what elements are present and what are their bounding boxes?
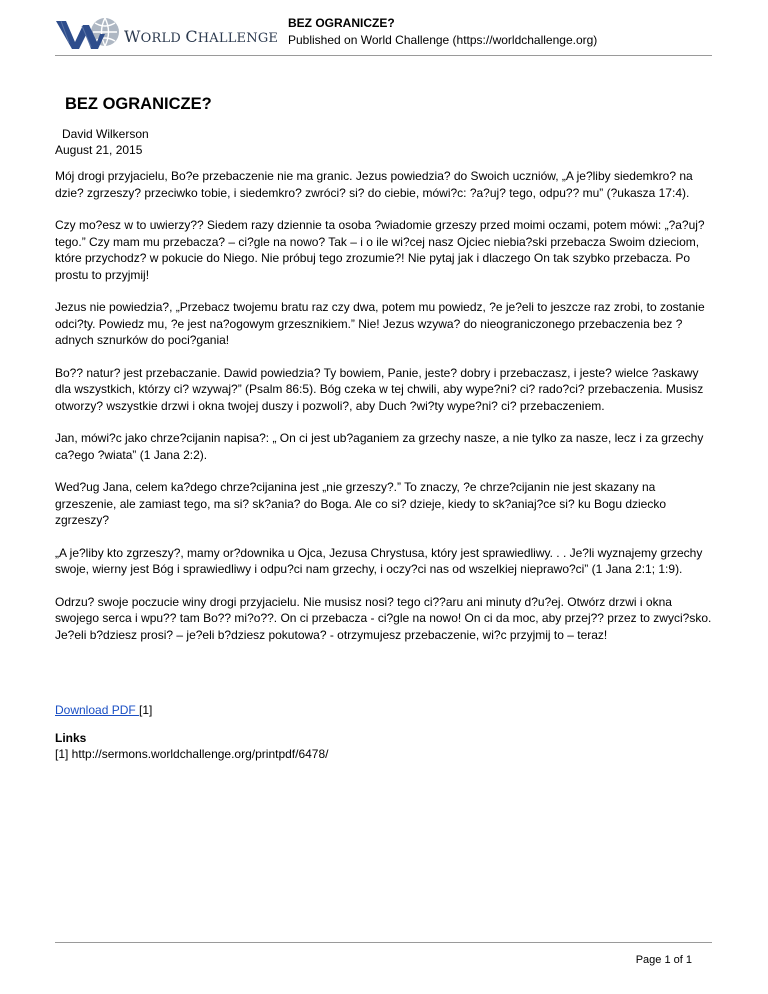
article-title: BEZ OGRANICZE? bbox=[65, 95, 212, 113]
world-challenge-globe-icon bbox=[55, 17, 121, 51]
header-published-line: Published on World Challenge (https://worldchallenge.org) bbox=[288, 33, 598, 47]
paragraph: Wed?ug Jana, celem ka?dego chrze?cijanina jest „nie grzeszy?.” To znaczy, ?e chrze?cijanin nie jest skazany na grzeszenie, ale zamiast tego, ma si? sk?ania? do Boga. Ale co si? dzieje, kiedy to sk?aniaj?ce si? ku Bogu dziecko zgrzeszy? bbox=[55, 480, 667, 527]
download-ref: [1] bbox=[139, 703, 153, 717]
links-heading: Links bbox=[55, 731, 87, 745]
paragraph: Jezus nie powiedzia?, „Przebacz twojemu bratu raz czy dwa, potem mu powiedz, ?e je?eli to jeszcze raz zrobi, to zostanie odci?ty. Powiedz mu, ?e jest na?ogowym grzesznikiem.” Nie! Jezus wzywa? do nieograniczonego przebaczenia bez ?adnych sznurków do poci?gania! bbox=[55, 300, 705, 347]
paragraph: Mój drogi przyjacielu, Bo?e przebaczenie nie ma granic. Jezus powiedzia? do Swoich uczniów, „A je?liby siedemkro? na dzie? zgrzeszy? przeciwko tobie, i siedemkro? zwróci? si? do ciebie, mówi?c: ?a?uj? tego, odpu?? mu” (?ukasza 17:4). bbox=[55, 169, 693, 200]
page-header bbox=[55, 14, 712, 54]
paragraph: Jan, mówi?c jako chrze?cijanin napisa?: „ On ci jest ub?aganiem za grzechy nasze, a nie tylko za nasze, lecz i za grzechy ca?ego ?wiata” (1 Jana 2:2). bbox=[55, 431, 704, 462]
header-title: BEZ OGRANICZE? bbox=[288, 16, 395, 30]
paragraph: Czy mo?esz w to uwierzy?? Siedem razy dziennie ta osoba ?wiadomie grzeszy przed moimi oczami, potem mówi: „?a?uj? tego.” Czy mam mu przebacza? – ci?gle na nowo? Tak – i o ile wi?cej nasz Ojciec niebia?ski przebacza Swoim dzieciom, które przychodz? w pokucie do Niego. Nie próbuj tego zrozumie?! Nie pytaj jak i dlaczego On tak szybko przebacza. Po prostu to przyjmij! bbox=[55, 218, 705, 282]
world-challenge-logo bbox=[55, 17, 279, 51]
download-line bbox=[55, 703, 152, 717]
article-body bbox=[55, 168, 712, 659]
paragraph: Bo?? natur? jest przebaczanie. Dawid powiedzia? Ty bowiem, Panie, jeste? dobry i przebaczasz, i jeste? wielce ?askawy dla wszystkich, którzy ci? wzywaj?” (Psalm 86:5). Bóg czeka w tej chwili, aby wype?ni? ci? rado?ci? przebaczenia. Musisz otworzy? wszystkie drzwi i okna twojej duszy i pozwoli?, aby Duch ?wi?ty wype?ni? ci? przebaczeniem. bbox=[55, 365, 704, 413]
article-date: August 21, 2015 bbox=[55, 143, 143, 157]
page-number: Page 1 of 1 bbox=[635, 954, 692, 966]
header-divider bbox=[55, 55, 712, 56]
paragraph: „A je?liby kto zgrzeszy?, mamy or?downika u Ojca, Jezusa Chrystusa, który jest sprawiedliwy. . . Je?li wyznajemy grzechy swoje, wierny jest Bóg i sprawiedliwy i odpu?ci nam grzechy, i oczy?ci nas od wszelkiej nieprawo?ci” (1 Jana 2:1; 1:9). bbox=[55, 545, 703, 576]
links-item: [1] http://sermons.worldchallenge.org/printpdf/6478/ bbox=[55, 747, 329, 761]
download-pdf-link[interactable]: Download PDF bbox=[55, 703, 140, 717]
footer-divider bbox=[55, 942, 712, 943]
logo-wordmark: WORLD CHALLENGE bbox=[124, 27, 279, 46]
paragraph: Odrzu? swoje poczucie winy drogi przyjacielu. Nie musisz nosi? tego ci??aru ani minuty d?u?ej. Otwórz drzwi i okna swojego serca i wpu?? tam Bo?? mi?o??. On ci przebacza - ci?gle na nowo! On ci da moc, aby przej?? przez to zwyci?sko. Je?eli b?dziesz prosi? – je?eli b?dziesz pokutowa? - otrzymujesz przebaczenie, wi?c przyjmij to – teraz! bbox=[55, 594, 712, 642]
article-author: David Wilkerson bbox=[62, 127, 149, 141]
